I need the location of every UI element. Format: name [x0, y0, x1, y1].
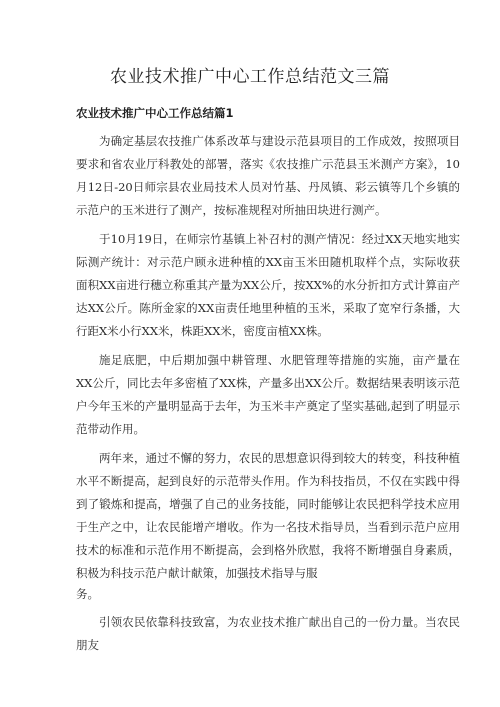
- paragraph-3: 施足底肥，中后期加强中耕管理、水肥管理等措施的实施，亩产量在XX公斤，同比去年多密植了XX株，产量多出XX公斤。数据结果表明该示范户今年玉米的产量明显高于去年，为玉米丰产奠定了坚实基础,起到了明显示范带动作用。: [76, 353, 460, 436]
- paragraph-2: 于10月19日，在师宗竹基镇上补召村的测产情况：经过XX天地实地实际测产统计：对示范户顾永进种植的XX亩玉米田随机取样个点，实际收获面积XX亩进行穗立称重其产量为XX公斤，按XX%的水分折扣方式计算亩产达XX公斤。陈所金家的XX亩责任地里种植的玉米，采取了宽窄行条播，大行距X米小行XX米，株距XX米，密度亩植XX株。: [76, 232, 460, 338]
- paragraph-4: 两年来，通过不懈的努力，农民的思想意识得到较大的转变，科技种植水平不断提高，起到良好的示范带头作用。作为科技指员，不仅在实践中得到了锻炼和提高，增强了自己的业务技能，同时能够让农民把科学技术应用于生产之中，让农民能增产增收。作为一名技术指导员，当看到示范户应用技术的标准和示范作用不断提高，会到格外欣慰，我将不断增强自身素质，积极为科技示范户献计献策，加强技术指导与服: [76, 451, 460, 580]
- paragraph-1: 为确定基层农技推广体系改革与建设示范县项目的工作成效，按照项目要求和省农业厅科教处的部署，落实《农技推广示范县玉米测产方案》，10月12日-20日师宗县农业局技术人员对竹基、丹凤镇、彩云镇等几个乡镇的示范户的玉米进行了测产，按标准规程对所抽田块进行测产。: [76, 134, 460, 217]
- paragraph-5: 引领农民依靠科技致富，为农业技术推广献出自己的一份力量。当农民朋友: [76, 615, 460, 652]
- section-heading: 农业技术推广中心工作总结篇1: [76, 106, 234, 120]
- paragraph-4-tail: 务。: [76, 587, 99, 601]
- document-title: 农业技术推广中心工作总结范文三篇: [110, 67, 390, 87]
